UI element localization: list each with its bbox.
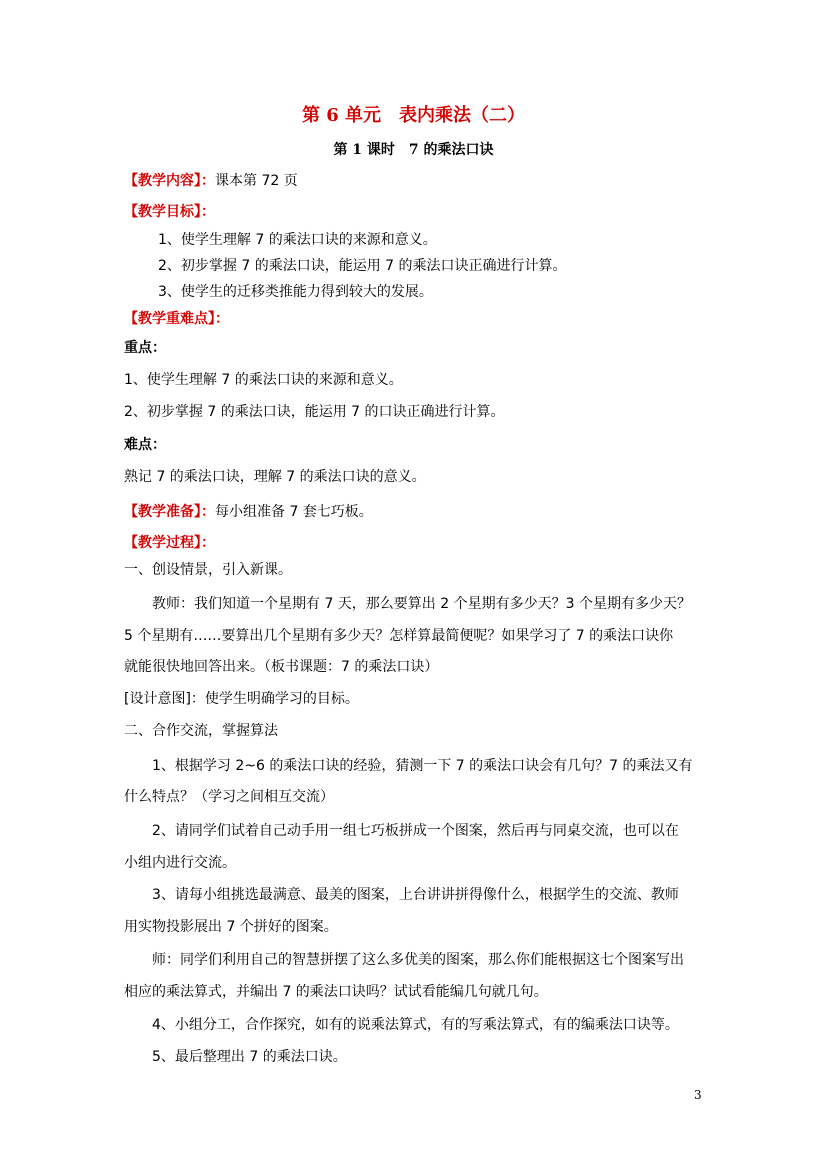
process-heading: 【教学过程】： <box>124 535 215 551</box>
section-text: 每小组准备 7 套七巧板。 <box>215 504 373 520</box>
design-intent: [设计意图]：使学生明确学习的目标。 <box>124 691 359 707</box>
keypoints-heading: 【教学重难点】： <box>124 311 229 327</box>
process-line: 教师：我们知道一个星期有 7 天，那么要算出 2 个星期有多少天？3 个星期有多少天？ <box>152 596 691 612</box>
process-line: 1、根据学习 2~6 的乘法口诀的经验，猜测一下 7 的乘法口诀会有几句？7 的乘法又有 <box>152 758 693 774</box>
process-line: 小组内进行交流。 <box>124 855 236 871</box>
process-line: 二、合作交流，掌握算法 <box>124 723 278 739</box>
objectives-heading: 【教学目标】： <box>124 204 215 220</box>
section-label: 【教学准备】： <box>124 504 215 520</box>
key-label: 重点： <box>124 340 166 356</box>
section-label: 【教学内容】： <box>124 173 215 189</box>
teaching-content <box>124 171 298 191</box>
objective-item: 1、使学生理解 7 的乘法口诀的来源和意义。 <box>158 232 437 248</box>
objective-item: 3、使学生的迁移类推能力得到较大的发展。 <box>158 284 433 300</box>
process-line: 5、最后整理出 7 的乘法口诀。 <box>152 1049 347 1065</box>
key-item: 2、初步掌握 7 的乘法口诀，能运用 7 的口诀正确进行计算。 <box>124 404 505 420</box>
page-number: 3 <box>694 1088 702 1102</box>
lesson-subtitle: 第 1 课时 7 的乘法口诀 <box>333 142 494 158</box>
process-line: 什么特点？（学习之间相互交流） <box>124 789 334 805</box>
unit-title: 第 6 单元 表内乘法（二） <box>301 105 526 126</box>
difficulty-label: 难点： <box>124 437 166 453</box>
process-line: 一、创设情景，引入新课。 <box>124 562 292 578</box>
process-line: 师：同学们利用自己的智慧拼摆了这么多优美的图案，那么你们能根据这七个图案写出 <box>152 952 684 968</box>
objective-item: 2、初步掌握 7 的乘法口诀，能运用 7 的乘法口诀正确进行计算。 <box>158 258 567 274</box>
teaching-prep <box>124 502 373 522</box>
process-line: 3、请每小组挑选最满意、最美的图案，上台讲讲拼得像什么，根据学生的交流、教师 <box>152 887 679 903</box>
key-item: 1、使学生理解 7 的乘法口诀的来源和意义。 <box>124 372 403 388</box>
process-line: 用实物投影展出 7 个拼好的图案。 <box>124 919 338 935</box>
process-line: 相应的乘法算式，并编出 7 的乘法口诀吗？试试看能编几句就几句。 <box>124 984 548 1000</box>
process-line: 2、请同学们试着自己动手用一组七巧板拼成一个图案，然后再与同桌交流，也可以在 <box>152 823 679 839</box>
difficulty-text: 熟记 7 的乘法口诀，理解 7 的乘法口诀的意义。 <box>124 469 426 485</box>
process-line: 5 个星期有……要算出几个星期有多少天？怎样算最简便呢？如果学习了 7 的乘法口诀你 <box>124 628 674 644</box>
process-line: 4、小组分工，合作探究，如有的说乘法算式，有的写乘法算式，有的编乘法口诀等。 <box>152 1017 679 1033</box>
process-line: 就能很快地回答出来。（板书课题：7 的乘法口诀） <box>124 659 439 675</box>
section-text: 课本第 72 页 <box>215 173 298 189</box>
